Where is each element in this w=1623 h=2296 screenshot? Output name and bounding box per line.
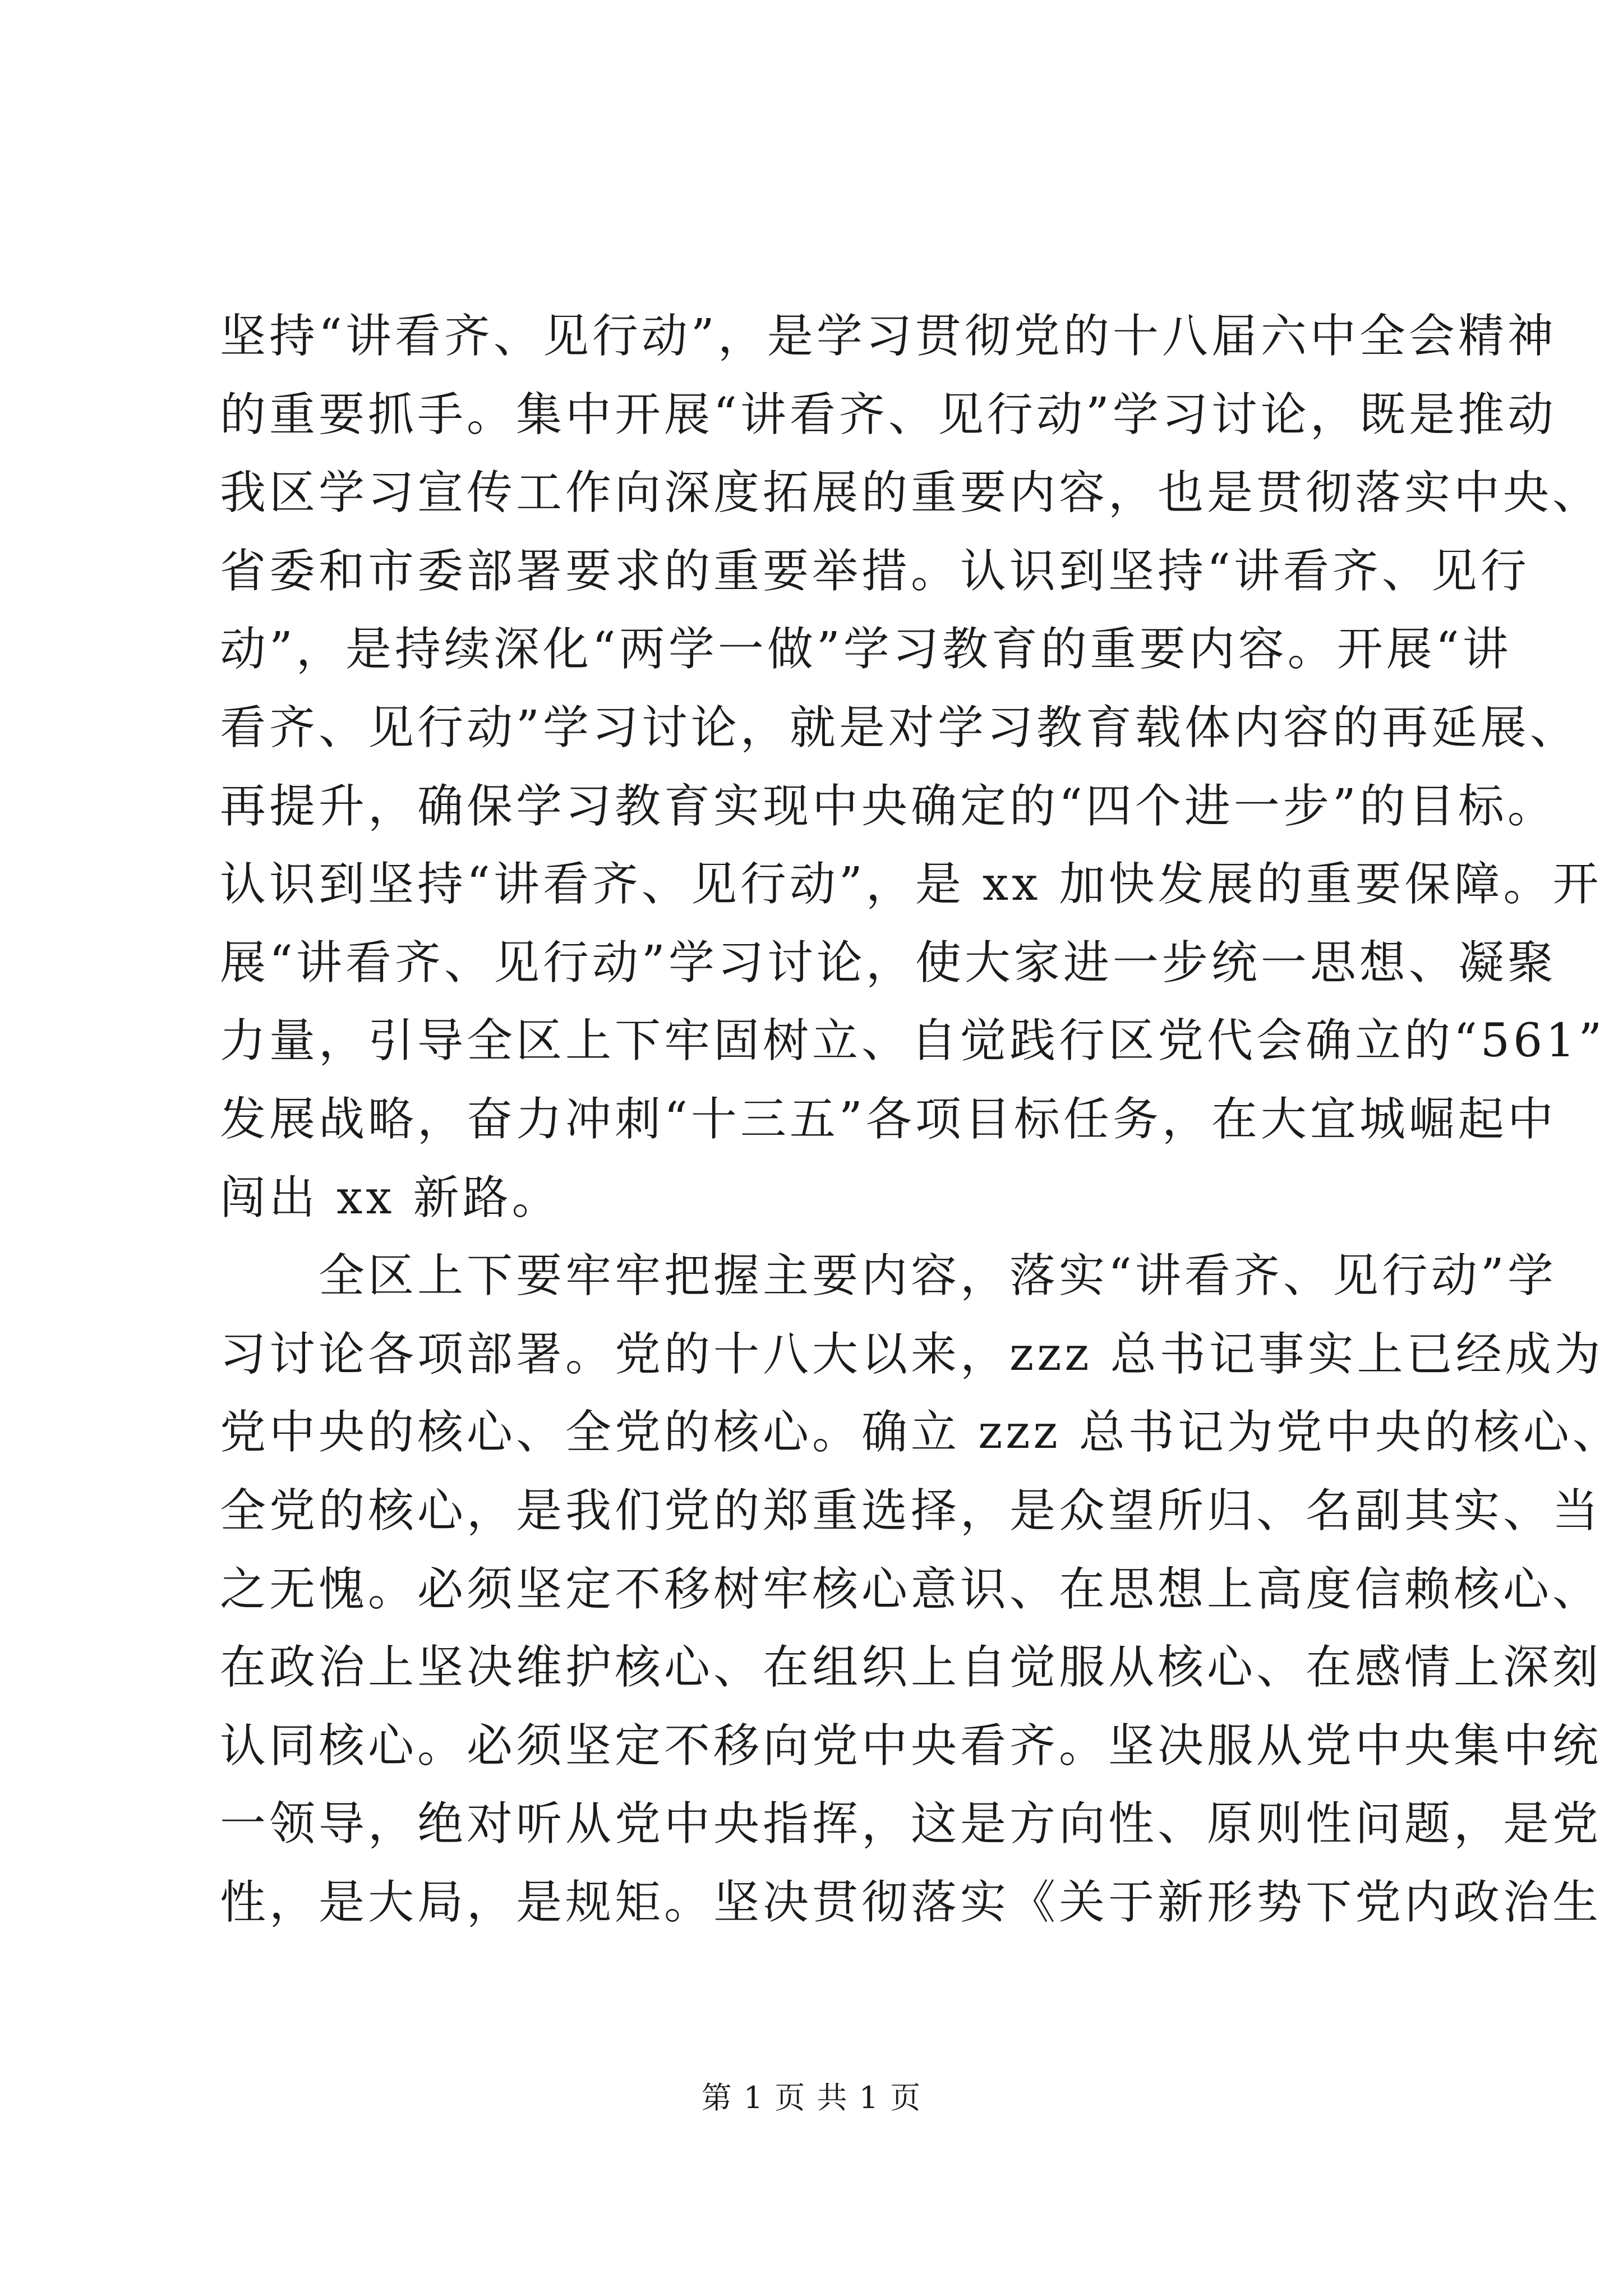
text-line: 全党的核心，是我们党的郑重选择，是众望所归、名副其实、当: [220, 1484, 1602, 1538]
document-body: [220, 297, 1622, 1941]
text-line: 我区学习宣传工作向深度拓展的重要内容，也是贯彻落实中央、: [220, 466, 1602, 520]
text-line: 力量，引导全区上下牢固树立、自觉践行区党代会确立的“561”: [220, 1014, 1606, 1068]
text-line: 动”，是持续深化“两学一做”学习教育的重要内容。开展“讲: [220, 623, 1512, 677]
page-number-label: 第 1 页 共 1 页: [701, 2080, 922, 2115]
text-line: 之无愧。必须坚定不移树牢核心意识、在思想上高度信赖核心、: [220, 1562, 1602, 1616]
text-line: 坚持“讲看齐、见行动”，是学习贯彻党的十八届六中全会精神: [220, 310, 1557, 363]
text-line: 再提升，确保学习教育实现中央确定的“四个进一步”的目标。: [220, 779, 1557, 833]
text-line: 全区上下要牢牢把握主要内容，落实“讲看齐、见行动”学: [220, 1249, 1557, 1303]
text-line: 习讨论各项部署。党的十八大以来，zzz 总书记事实上已经成为: [220, 1327, 1604, 1381]
text-line: 闯出 xx 新路。: [220, 1171, 561, 1225]
text-line: 省委和市委部署要求的重要举措。认识到坚持“讲看齐、见行: [220, 544, 1530, 598]
text-line: 看齐、见行动”学习讨论，就是对学习教育载体内容的再延展、: [220, 701, 1579, 754]
page-footer: [0, 2076, 1623, 2120]
text-line: 的重要抓手。集中开展“讲看齐、见行动”学习讨论，既是推动: [220, 388, 1557, 441]
text-line: 党中央的核心、全党的核心。确立 zzz 总书记为党中央的核心、: [220, 1406, 1622, 1460]
text-line: 认同核心。必须坚定不移向党中央看齐。坚决服从党中央集中统: [220, 1719, 1602, 1773]
text-line: 发展战略，奋力冲刺“十三五”各项目标任务，在大宜城崛起中: [220, 1092, 1557, 1146]
text-line: 认识到坚持“讲看齐、见行动”，是 xx 加快发展的重要保障。开: [220, 858, 1602, 912]
text-line: 性，是大局，是规矩。坚决贯彻落实《关于新形势下党内政治生: [220, 1875, 1602, 1929]
text-line: 展“讲看齐、见行动”学习讨论，使大家进一步统一思想、凝聚: [220, 936, 1557, 990]
text-line: 在政治上坚决维护核心、在组织上自觉服从核心、在感情上深刻: [220, 1641, 1602, 1695]
text-line: 一领导，绝对听从党中央指挥，这是方向性、原则性问题，是党: [220, 1797, 1602, 1851]
